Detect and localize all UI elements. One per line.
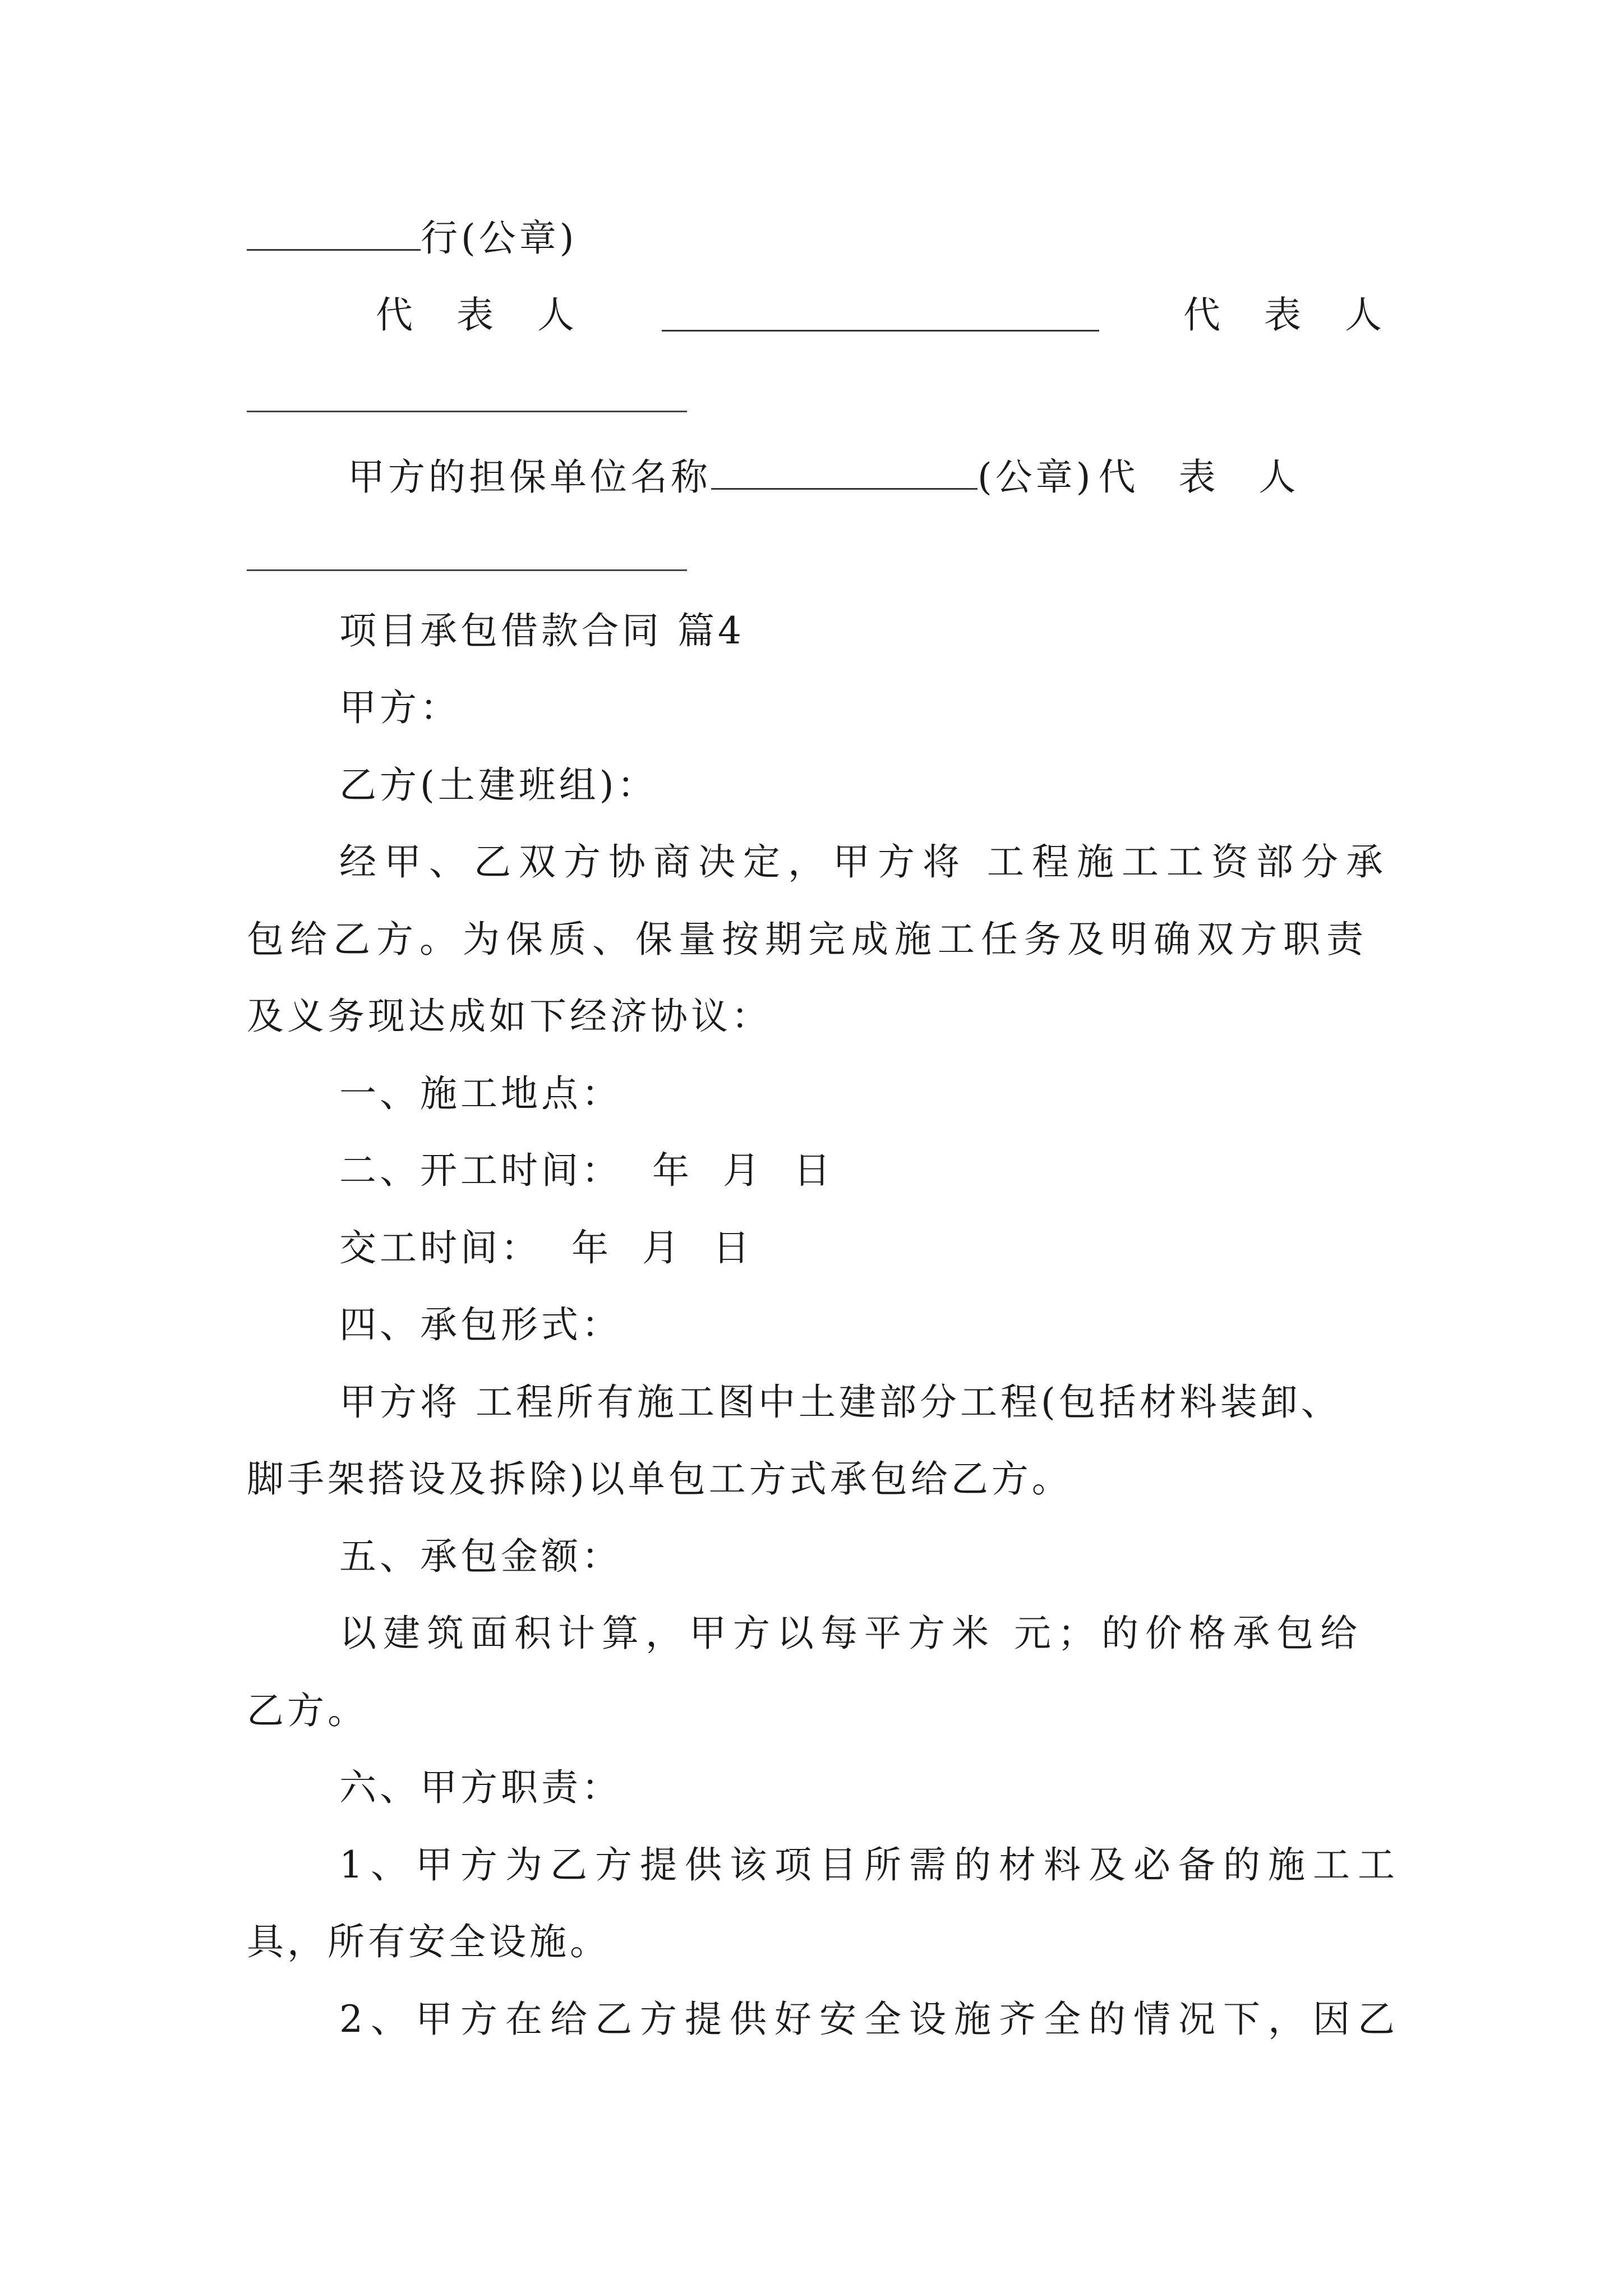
item-amount: 五、承包金额： <box>339 1535 622 1578</box>
representative-right-label: 代 表 人 <box>1183 293 1385 337</box>
bank-seal-text: 行(公章) <box>421 217 578 260</box>
duty1-line-1: 1、甲方为乙方提供该项目所需的材料及必备的施工工 <box>339 1843 1403 1887</box>
item-duties: 六、甲方职责： <box>339 1766 622 1809</box>
duty2-line-1: 2、甲方在给乙方提供好安全设施齐全的情况下，因乙 <box>339 1998 1403 2041</box>
item-start-time: 二、开工时间： 年 月 日 <box>339 1149 834 1192</box>
signature-rule-2 <box>247 569 687 571</box>
guarantor-name-blank <box>711 453 978 490</box>
party-b-line: 乙方(土建班组)： <box>339 763 658 807</box>
item-location: 一、施工地点： <box>339 1072 622 1115</box>
intro-line-2: 包给乙方。为保质、保量按期完成施工任务及明确双方职责 <box>247 918 1370 961</box>
representative-line <box>376 293 1385 338</box>
item-finish-time: 交工时间： 年 月 日 <box>339 1226 753 1269</box>
bank-name-blank <box>247 214 421 251</box>
guarantor-line <box>348 453 1396 500</box>
intro-line-3: 及义务现达成如下经济协议： <box>247 995 772 1038</box>
item-form: 四、承包形式： <box>339 1303 622 1346</box>
duty1-line-2: 具，所有安全设施。 <box>247 1920 610 1963</box>
party-a-line: 甲方： <box>339 686 460 729</box>
bank-seal-line <box>247 214 1396 261</box>
representative-blank <box>662 295 1099 332</box>
section-title: 项目承包借款合同 篇4 <box>339 609 745 652</box>
guarantor-rep-label: 代 表 人 <box>1098 455 1312 499</box>
form-line-1: 甲方将 工程所有施工图中土建部分工程(包括材料装卸、 <box>339 1381 1341 1424</box>
amount-line-2: 乙方。 <box>247 1689 368 1732</box>
form-line-2: 脚手架搭设及拆除)以单包工方式承包给乙方。 <box>247 1457 1072 1501</box>
representative-left-label: 代 表 人 <box>376 293 578 337</box>
guarantor-label: 甲方的担保单位名称 <box>348 455 711 499</box>
amount-line-1: 以建筑面积计算，甲方以每平方米 元；的价格承包给 <box>339 1612 1364 1655</box>
signature-rule-1 <box>247 411 687 412</box>
guarantor-seal: (公章) <box>978 455 1094 499</box>
intro-line-1: 经甲、乙双方协商决定，甲方将 工程施工工资部分承 <box>339 840 1391 884</box>
